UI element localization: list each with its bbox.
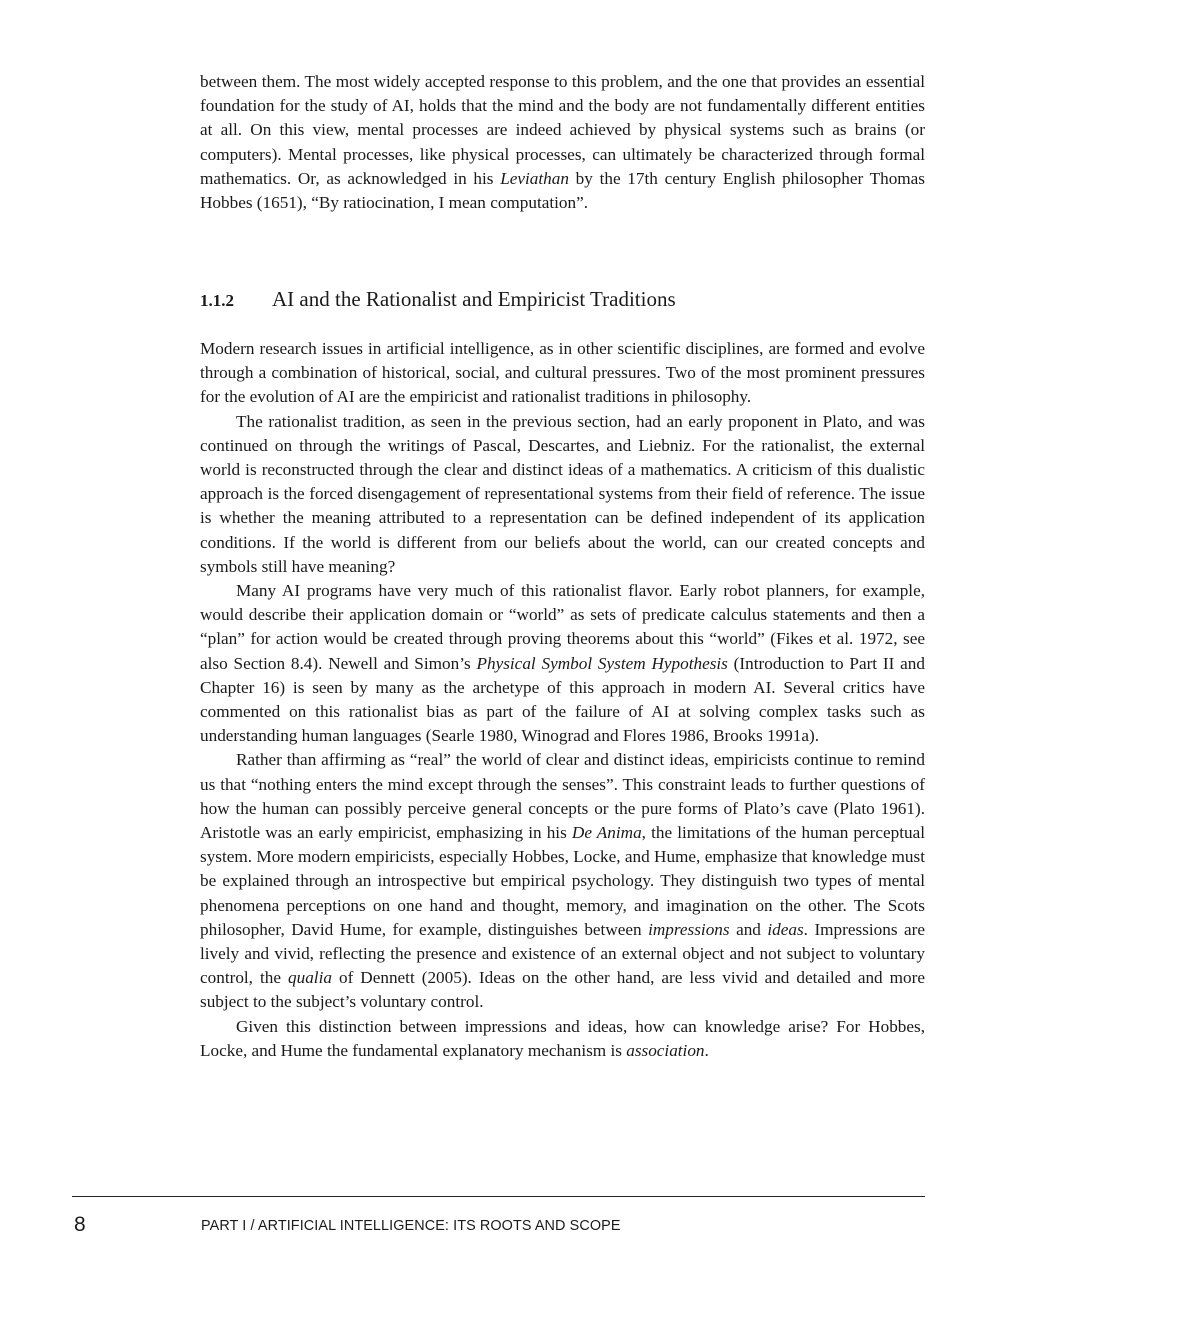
text-run: . Impressions are lively and vivid, reflecting the presence and existence of an external object and not subject to voluntary control, the [200,919,925,988]
text-run: Many AI programs have very much of this rationalist flavor. Early robot planners, for example, would describe their application domain or “world” as sets of predicate calculus statements and then a “plan” for action would be created through proving theorems about this “world” (Fikes et al. 1972, see also Section 8.4). Newell and Simon’s [200,581,925,673]
italic-term: ideas [767,919,804,939]
section-body [200,337,925,1063]
section-heading [200,285,925,315]
text-run: Rather than affirming as “real” the world of clear and distinct ideas, empiricists continue to remind us that “nothing enters the mind except through the senses”. This constraint leads to further questions of how the human can possibly perceive general concepts or the pure forms of Plato’s cave (Plato 1961). Aristotle was an early empiricist, emphasizing in his [200,750,925,843]
italic-term: association [626,1040,705,1060]
italic-title-leviathan: Leviathan [500,168,569,188]
text-run: of Dennett (2005). Ideas on the other hand, are less vivid and detailed and more subject to the subject’s voluntary control. [200,968,925,1012]
italic-term: Physical Symbol System Hypothesis [476,653,728,673]
italic-term: impressions [648,919,730,939]
section-number: 1.1.2 [200,291,234,310]
paragraph-5 [200,1015,925,1063]
paragraph-2: The rationalist tradition, as seen in the previous section, had an early proponent in Plato, and was continued on through the writings of Pascal, Descartes, and Liebniz. For the rationalist, the external world is reconstructed through the clear and distinct ideas of a mathematics. A criticism of this dualistic approach is the forced disengagement of representational systems from their field of reference. The issue is whether the meaning attributed to a representation can be defined independent of its application conditions. If the world is different from our beliefs about the world, can our created concepts and symbols still have meaning? [200,411,925,576]
italic-term: qualia [288,968,332,988]
text-run: Given this distinction between impressions and ideas, how can knowledge arise? For Hobbes, Locke, and Hume the fundamental explanatory mechanism is [200,1016,925,1060]
section-title: AI and the Rationalist and Empiricist Traditions [272,287,676,311]
text-run: . [704,1040,709,1060]
paragraph-1: Modern research issues in artificial intelligence, as in other scientific disciplines, are formed and evolve through a combination of historical, social, and cultural pressures. Two of the most prominent pressures for the evolution of AI are the empiricist and rationalist traditions in philosophy. [200,339,925,407]
italic-term: De Anima [571,823,642,843]
top-paragraph [200,70,925,215]
text-run: by the 17th century English philosopher Thomas Hobbes (1651), “By ratiocination, I mean computation”. [200,168,925,213]
running-footer: PART I / ARTIFICIAL INTELLIGENCE: ITS ROOTS AND SCOPE [201,1218,621,1234]
top-paragraph-block [200,70,925,215]
paragraph-4 [200,748,925,1014]
footer-rule [72,1196,925,1197]
text-run: and [729,919,768,939]
page-number: 8 [74,1213,86,1236]
text-run: , the limitations of the human perceptual system. More modern empiricists, especially Hobbes, Locke, and Hume, emphasize that knowledge must be explained through an introspective but empirical psychology. They distinguish two types of mental phenomena perceptions on one hand and thought, memory, and imagination on the other. The Scots philosopher, David Hume, for example, distinguishes between [200,823,926,939]
text-run: between them. The most widely accepted response to this problem, and the one that provides an essential foundation for the study of AI, holds that the mind and the body are not fundamentally different entities at all. On this view, mental processes are indeed achieved by physical systems such as brains (or computers). Mental processes, like physical processes, can ultimately be characterized through formal mathematics. Or, as acknowledged in his [200,72,925,188]
paragraph-3 [200,579,925,748]
text-run: (Introduction to Part II and Chapter 16) is seen by many as the archetype of this approach in modern AI. Several critics have commented on this rationalist bias as part of the failure of AI at solving complex tasks such as understanding human languages (Searle 1980, Winograd and Flores 1986, Brooks 1991a). [200,653,925,746]
